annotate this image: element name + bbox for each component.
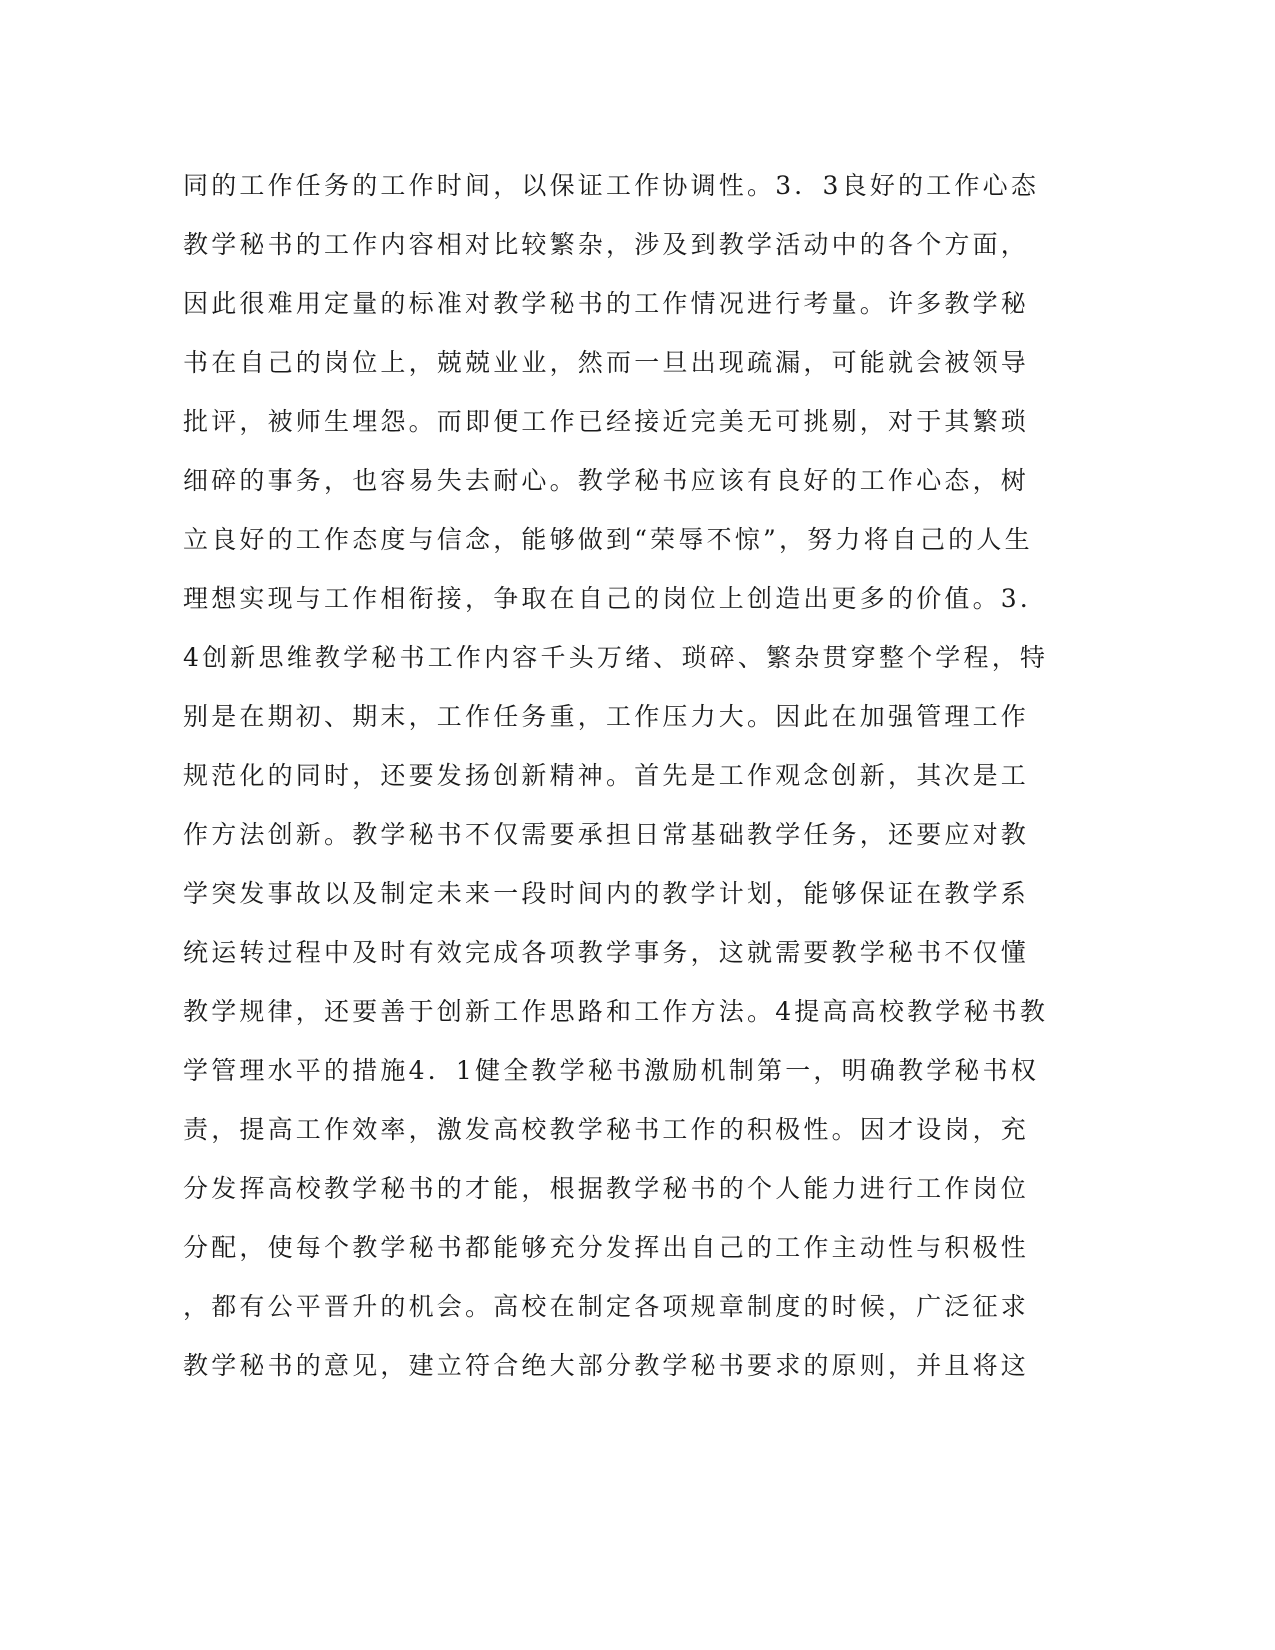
text-line-3: 因此很难用定量的标准对教学秘书的工作情况进行考量。许多教学秘 [183, 289, 1030, 318]
text-line-20: ，都有公平晋升的机会。高校在制定各项规章制度的时候，广泛征求 [183, 1292, 1030, 1321]
text-line-14: 统运转过程中及时有效完成各项教学事务，这就需要教学秘书不仅懂 [183, 938, 1030, 967]
text-line-6: 细碎的事务，也容易失去耐心。教学秘书应该有良好的工作心态，树 [183, 466, 1030, 495]
text-line-7: 立良好的工作态度与信念，能够做到“荣辱不惊”，努力将自己的人生 [183, 525, 1033, 554]
body-text [183, 156, 1063, 1395]
text-line-18: 分发挥高校教学秘书的才能，根据教学秘书的个人能力进行工作岗位 [183, 1174, 1030, 1203]
text-line-13: 学突发事故以及制定未来一段时间内的教学计划，能够保证在教学系 [183, 879, 1030, 908]
text-line-19: 分配，使每个教学秘书都能够充分发挥出自己的工作主动性与积极性 [183, 1233, 1030, 1262]
text-line-5: 批评，被师生埋怨。而即便工作已经接近完美无可挑剔，对于其繁琐 [183, 407, 1030, 436]
text-line-16: 学管理水平的措施4．1健全教学秘书激励机制第一，明确教学秘书权 [183, 1056, 1040, 1085]
text-line-12: 作方法创新。教学秘书不仅需要承担日常基础教学任务，还要应对教 [183, 820, 1030, 849]
text-line-2: 教学秘书的工作内容相对比较繁杂，涉及到教学活动中的各个方面， [183, 230, 1030, 259]
text-line-10: 别是在期初、期末，工作任务重，工作压力大。因此在加强管理工作 [183, 702, 1030, 731]
text-line-15: 教学规律，还要善于创新工作思路和工作方法。4提高高校教学秘书教 [183, 997, 1049, 1026]
text-line-8: 理想实现与工作相衔接，争取在自己的岗位上创造出更多的价值。3． [183, 584, 1049, 613]
text-line-17: 责，提高工作效率，激发高校教学秘书工作的积极性。因才设岗，充 [183, 1115, 1030, 1144]
text-line-21: 教学秘书的意见，建立符合绝大部分教学秘书要求的原则，并且将这 [183, 1351, 1030, 1380]
text-line-9: 4创新思维教学秘书工作内容千头万绪、琐碎、繁杂贯穿整个学程，特 [183, 643, 1049, 672]
text-line-1: 同的工作任务的工作时间，以保证工作协调性。3．3良好的工作心态 [183, 171, 1040, 200]
text-line-11: 规范化的同时，还要发扬创新精神。首先是工作观念创新，其次是工 [183, 761, 1030, 790]
text-line-4: 书在自己的岗位上，兢兢业业，然而一旦出现疏漏，可能就会被领导 [183, 348, 1030, 377]
